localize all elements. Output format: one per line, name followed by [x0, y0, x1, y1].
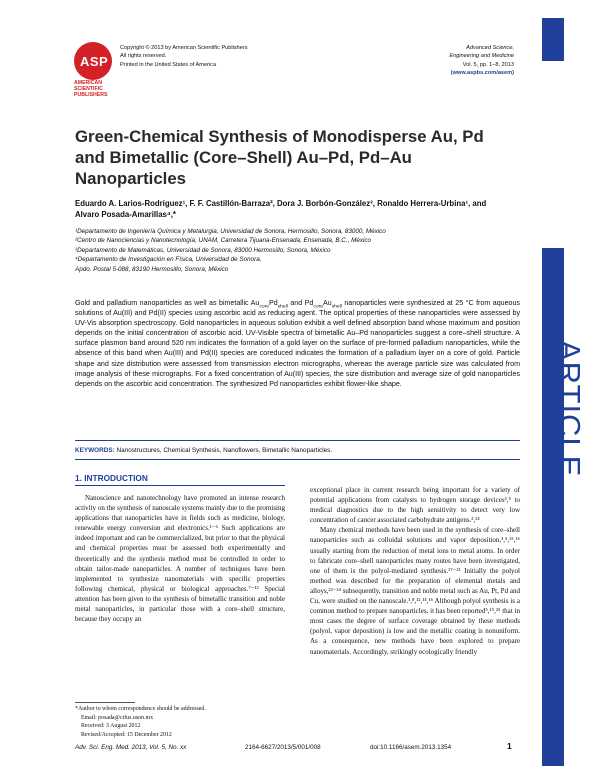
abstract: Gold and palladium nanoparticles as well as bimetallic $Au_{core}Pd_{shell}$ and $Pd_{core}Au_{shell}$ nanoparticles were synthesized at 25 °C from aqueous solutions of Au(III) and Pd(II) species using ascorbic acid as reducing agent. The optical properties of these nanoparticles were assessed by UV-Vis absorption spectroscopy. Gold nanoparticles in aqueous solution exhibit a well defined absorption band whose maximum and position depends on the initial concentration of ascorbic acid. UV-Visible spectra of bimetallic Au–Pd nanoparticles suggest a core–shell structure. A surface plasmon band around 520 nm indicates the formation of a gold layer on the surface of pre-formed palladium nanoparticles, while the absence of this band when Au(III) and Pd(II) species are coreduced indicates the formation of a palladium layer on a core of gold. Particle shape and size distribution were assessed from transmission electron micrographs, whereas the average particle size was calculated from image analysis of these micrographs. For a fixed concentration of Au(III) species, the size distribution and average size of gold nanoparticles depends on the ascorbic acid concentration. The synthesized Pd nanoparticles exhibit flower-like shape. [75, 299, 520, 388]
page-number: 1 [507, 741, 512, 751]
footnote: *Author to whom correspondence should be addressed. [75, 706, 206, 712]
logo-publisher-name: AMERICAN SCIENTIFIC PUBLISHERS [74, 80, 108, 98]
footer-doi: doi:10.1166/asem.2013.1354 [370, 744, 452, 751]
footnote-email: Email: posada@cifus.uson.mx [81, 714, 154, 721]
affiliation: ¹Departamento de Ingeniería Química y Metalurgia, Universidad de Sonora, Hermosillo, Sonora, 83000, México [75, 228, 386, 235]
affiliation: ²Centro de Nanociencias y Nanotecnología, UNAM, Carretera Tijuana-Ensenada, Ensenada, B.C., México [75, 237, 372, 245]
footnotes [75, 705, 285, 739]
paragraph: Nanoscience and nanotechnology have promoted an intense research activity on the synthesis of nanoscale systems mainly due to the promising applications that nanoparticles have in fields such as medicine, biology, renewable energy conversion and electronics.¹⁻⁶ Such applications are indeed important and can be commercialized, but prior to that the physical and chemical properties must be assessed both experimentally and theoretically and the synthesis method must be controlled in order to obtain tailor-made nanoparticles. A number of techniques have been implemented to synthesize nanomaterials with specific properties following chemical, physical or biological approaches.⁷⁻¹³ Special attention has been given to the synthesis of bimetallic transition and noble metal nanoparticles, in particular those with a core–shell structure, because they occupy an [75, 494, 285, 624]
keywords-text: Nanostructures, Chemical Synthesis, Nanoflowers, Bimetallic Nanoparticles. [116, 447, 333, 454]
author-list: Eduardo A. Larios-Rodríguez¹, F. F. Castillón-Barraza², Dora J. Borbón-González³, Ronaldo Herrera-Urbina¹, and Alvaro Posada-Amarillas⁴,* [75, 199, 487, 219]
journal-url-link[interactable]: (www.aspbs.com/asem) [450, 70, 514, 77]
header-accent-bar [542, 18, 564, 61]
keywords-label: KEYWORDS: [75, 447, 115, 454]
divider [75, 459, 520, 460]
paper-title: Green-Chemical Synthesis of Monodisperse Au, Pd and Bimetallic (Core–Shell) Au–Pd, Pd–Au Nanoparticles [75, 127, 484, 188]
journal-info: Advanced Science, Engineering and Medicine Vol. 5, pp. 1–8, 2013 (www.aspbs.com/asem) [449, 45, 514, 77]
paragraph: exceptional place in current research being important for a variety of potential applications from catalysts to hydrogen storage devices²,⁵ to medical diagnostics due to the high sensitivity to detect very low concentration of cancer associated carbohydrate antigens.³,¹⁴ [310, 486, 520, 525]
footnote: Revised/Accepted: 15 December 2012 [81, 731, 172, 738]
side-accent-bar [542, 248, 564, 766]
footer-citation: Adv. Sci. Eng. Med. 2013, Vol. 5, No. xx [75, 744, 187, 751]
body-column-left [75, 493, 285, 624]
section-heading: 1. INTRODUCTION [75, 473, 285, 486]
affiliation: ⁴Departamento de Investigación en Física, Universidad de Sonora, [75, 256, 262, 264]
copyright-block: Copyright © 2013 by American Scientific Publishers All rights reserved. Printed in the United States of America [120, 45, 248, 68]
paragraph: Many chemical methods have been used in the synthesis of core–shell nanoparticles such as colloidal solutions and vapor deposition,³,⁵,¹⁵,¹⁶ usually starting from the reduction of metal ions to metal atoms. In order to fabricate core–shell nanoparticles many routes have been investigated, one of them is the polyol-mediated synthesis.¹⁷⁻²¹ Initially the polyol method was described for the preparation of elemental metals and alloys,²²⁻²⁴ subsequently, transition and noble metal such as Au, Pt, Pd and Cu, were studied on the nanoscale.¹,⁸,¹²,¹⁴,¹⁶ Although polyol synthesis is a common method to prepare nanoparticles, it has been reported⁵,¹⁵,²⁵ that in most cases the degree of surface coverage obtained by these methods (polyol, vapor deposition) is low and the metallic coating is nonuniform. As a consequence, new methods have been explored to prepare nanomaterials. Accordingly, strikingly ecologically friendly [310, 526, 520, 656]
logo-abbr: ASP [80, 54, 109, 69]
affiliation: Apdo. Postal 5-088, 83190 Hermosillo, Sonora, México [75, 265, 229, 273]
footnote: Received: 3 August 2012 [81, 723, 141, 730]
footnote-divider [75, 702, 135, 703]
footer-issn: 2164-6627/2013/5/001/008 [245, 744, 321, 751]
affiliation: ³Departamento de Matemáticas, Universidad de Sonora, 83000 Hermosillo, Sonora, México [75, 246, 331, 254]
keywords [75, 447, 520, 454]
affiliations [75, 227, 515, 274]
divider [75, 440, 520, 441]
article-type-label: ARTICLE [552, 340, 587, 478]
body-column-right [310, 485, 520, 657]
